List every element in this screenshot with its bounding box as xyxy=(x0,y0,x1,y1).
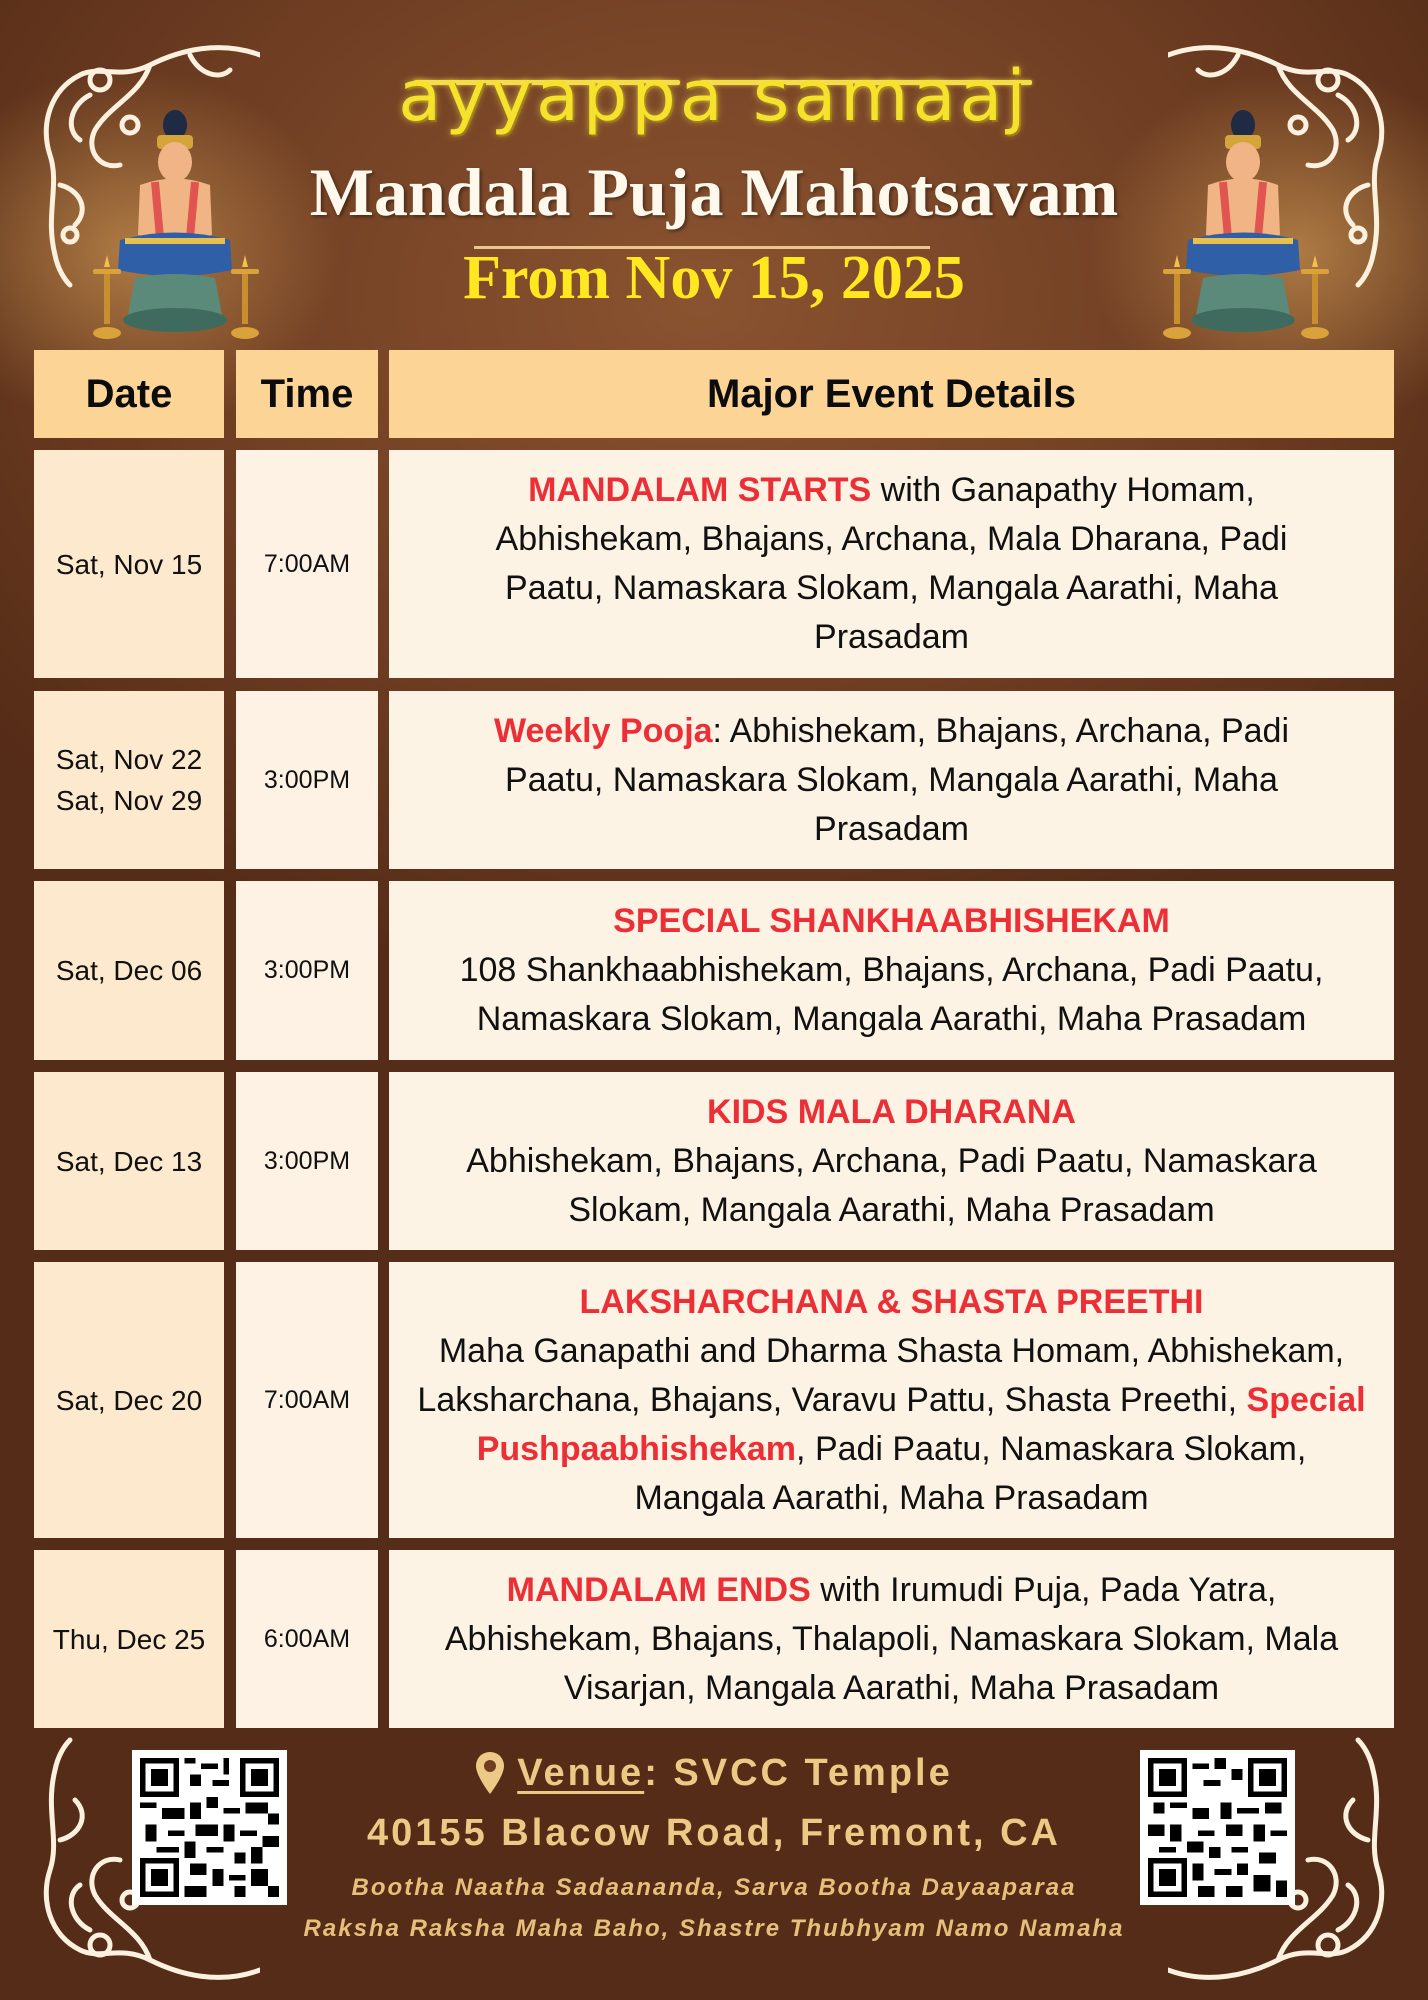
details-cell xyxy=(389,450,1394,678)
details-cell xyxy=(389,1262,1394,1538)
time-cell: 7:00AM xyxy=(236,450,378,678)
event-highlight: MANDALAM ENDS xyxy=(506,1570,811,1609)
details-cell xyxy=(389,881,1394,1060)
map-pin-icon xyxy=(475,1751,505,1795)
column-header-time: Time xyxy=(236,350,378,438)
event-details: with Ganapathy Homam, Abhishekam, Bhajans, Archana, Mala Dharana, Padi Paatu, Namaskara Slokam, Mangala Aarathi, Maha Prasadam xyxy=(495,471,1288,656)
column-header-details: Major Event Details xyxy=(389,350,1394,438)
date-cell xyxy=(34,691,224,869)
date-cell xyxy=(34,450,224,678)
date-cell xyxy=(34,1550,224,1728)
time-cell: 3:00PM xyxy=(236,881,378,1060)
time-cell: 6:00AM xyxy=(236,1550,378,1728)
date-text: Sat, Dec 20 xyxy=(55,1384,203,1416)
event-details: with Irumudi Puja, Pada Yatra, Abhishekam, Bhajans, Thalapoli, Namaskara Slokam, Mala Visarjan, Mangala Aarathi, Maha Prasadam xyxy=(444,1570,1339,1707)
mantra-line-1: Bootha Naatha Sadaananda, Sarva Bootha Dayaaparaa xyxy=(351,1874,1077,1901)
date-cell xyxy=(34,881,224,1060)
time-cell: 3:00PM xyxy=(236,691,378,869)
details-cell xyxy=(389,691,1394,869)
time-cell: 3:00PM xyxy=(236,1072,378,1250)
event-highlight: LAKSHARCHANA & SHASTA PREETHI xyxy=(579,1282,1204,1321)
date-text: Sat, Dec 06 xyxy=(55,955,203,986)
date-text: Sat, Nov 29 xyxy=(55,785,203,816)
brand-logo-text: ayyappa samaaj xyxy=(398,55,1030,137)
mantra-line-2: Raksha Raksha Maha Baho, Shastre Thubhyam Namo Namaha xyxy=(303,1915,1125,1942)
event-details: Maha Ganapathi and Dharma Shasta Homam, Abhishekam, Laksharchana, Bhajans, Varavu Pattu, Shasta Preethi, xyxy=(417,1331,1345,1419)
event-highlight: KIDS MALA DHARANA xyxy=(707,1092,1076,1131)
date-text: Thu, Dec 25 xyxy=(52,1623,206,1655)
event-details: Abhishekam, Bhajans, Archana, Padi Paatu, Namaskara Slokam, Mangala Aarathi, Maha Prasadam xyxy=(466,1141,1317,1229)
venue-separator: : xyxy=(644,1752,660,1794)
date-cell xyxy=(34,1072,224,1250)
date-text: Sat, Dec 13 xyxy=(55,1145,203,1177)
page-subtitle: From Nov 15, 2025 xyxy=(463,244,965,312)
details-cell xyxy=(389,1550,1394,1728)
venue-name: SVCC Temple xyxy=(659,1752,953,1794)
column-header-date: Date xyxy=(34,350,224,438)
date-cell xyxy=(34,1262,224,1538)
event-details: 108 Shankhaabhishekam, Bhajans, Archana, Padi Paatu, Namaskara Slokam, Mangala Aarathi, Maha Prasadam xyxy=(459,951,1324,1038)
venue-line xyxy=(0,1748,1428,1798)
event-highlight: Weekly Pooja xyxy=(493,711,713,750)
details-cell xyxy=(389,1072,1394,1250)
venue-label: Venue xyxy=(517,1752,645,1794)
venue-address: 40155 Blacow Road, Fremont, CA xyxy=(367,1812,1061,1854)
event-highlight: SPECIAL SHANKHAABHISHEKAM xyxy=(613,902,1170,940)
date-text: Sat, Nov 22 xyxy=(55,744,203,775)
date-text: Sat, Nov 15 xyxy=(55,548,203,580)
event-details: , Padi Paatu, Namaskara Slokam, Mangala Aarathi, Maha Prasadam xyxy=(634,1429,1307,1517)
event-highlight-inline: Special Pushpaabhishekam xyxy=(476,1380,1366,1468)
time-cell: 7:00AM xyxy=(236,1262,378,1538)
event-details: : Abhishekam, Bhajans, Archana, Padi Paatu, Namaskara Slokam, Mangala Aarathi, Maha Prasadam xyxy=(505,711,1290,848)
event-highlight: MANDALAM STARTS xyxy=(528,471,872,509)
page-title: Mandala Puja Mahotsavam xyxy=(309,154,1119,230)
